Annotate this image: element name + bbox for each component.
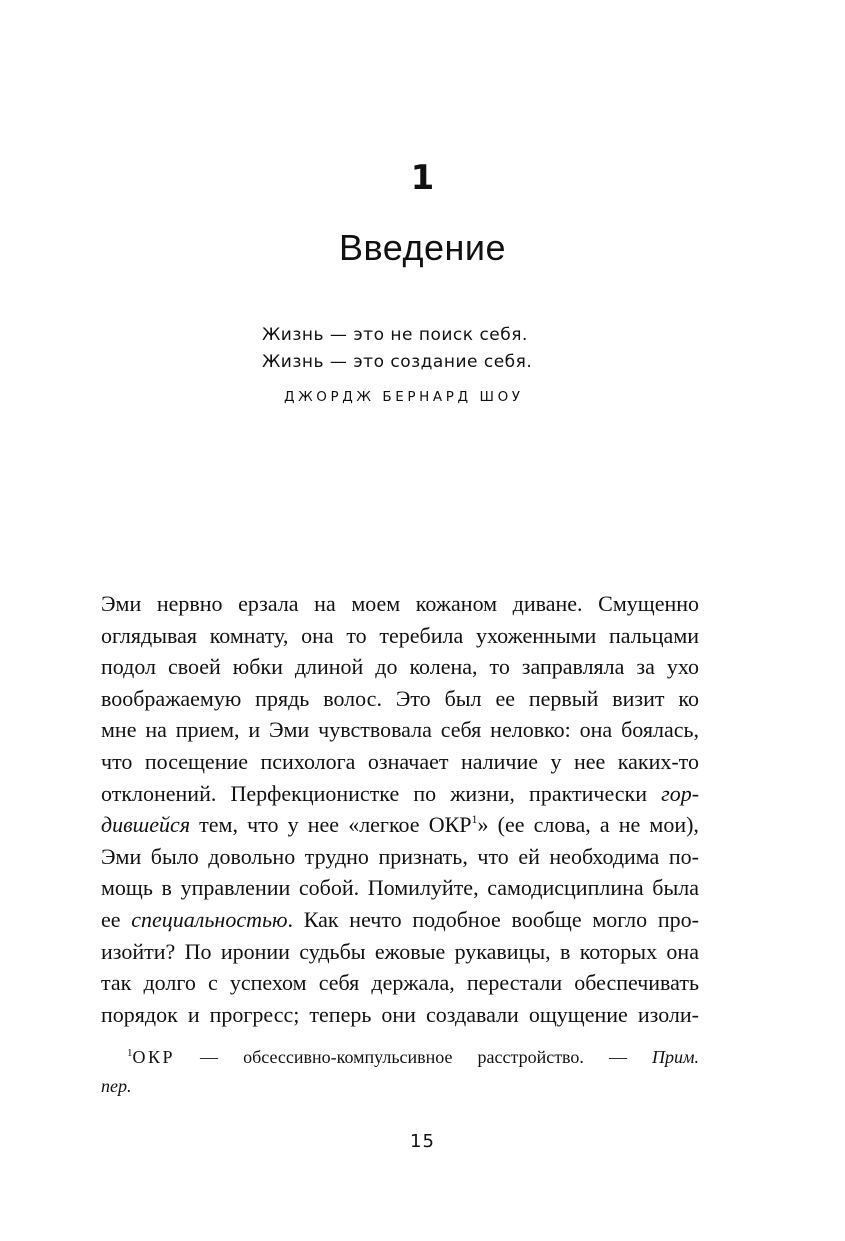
chapter-title: Введение [338, 227, 506, 268]
italic-word: дившейся [101, 812, 191, 838]
footnote [101, 1043, 699, 1101]
epigraph-line: Жизнь — это создание себя. [262, 352, 533, 372]
body-text-segment: тем, что у нее «легкое ОКР [190, 812, 472, 838]
body-line: что посещение психолога означает наличие у нее каких-то [101, 748, 700, 774]
footnote-abbreviation: ОКР [132, 1047, 176, 1067]
body-line: воображаемую прядь волос. Это был ее первый визит ко [101, 685, 699, 711]
body-line: мощь в управлении собой. Помилуйте, самодисциплина была [101, 875, 699, 901]
body-line: порядок и прогресс; теперь они создавали ощущение изоли- [101, 1001, 699, 1027]
body-line: так долго с успехом себя держала, перестали обеспечивать [101, 970, 699, 996]
footnote-text: — обсессивно-компульсивное расстройство. — [175, 1047, 627, 1067]
footnote-note-continuation: пер. [101, 1076, 132, 1096]
epigraph [262, 322, 532, 411]
body-text-segment: ее [101, 906, 132, 932]
footnote-mark: 1 [127, 1047, 133, 1059]
footnote-reference[interactable]: 1 [471, 812, 478, 827]
body-line: оглядывая комнату, она то теребила ухоженными пальцами [101, 622, 700, 648]
body-text [101, 588, 699, 1030]
body-line [101, 809, 699, 841]
body-text-segment: » (ее слова, а не мои), [477, 812, 699, 838]
page-number: 15 [410, 1131, 435, 1152]
footnote-note: Прим. [652, 1047, 699, 1067]
italic-word: специальностью [131, 906, 288, 932]
epigraph-author: ДЖОРДЖ БЕРНАРД ШОУ [284, 389, 524, 405]
footnote-line [101, 1043, 699, 1072]
body-line: подол своей юбки длиной до колена, то заправляла за ухо [101, 654, 699, 680]
body-text-segment: отклонений. Перфекционистке по жизни, практически [101, 780, 647, 806]
chapter-number: 1 [410, 158, 435, 198]
body-line [101, 904, 699, 936]
epigraph-line: Жизнь — это не поиск себя. [262, 325, 528, 345]
body-line: мне на прием, и Эми чувствовала себя неловко: она боялась, [101, 717, 700, 743]
body-line [101, 778, 699, 810]
body-line: изойти? По иронии судьбы ежовые рукавицы, в которых она [101, 938, 699, 964]
body-line: Эми нервно ерзала на моем кожаном диване. Смущенно [101, 591, 700, 616]
body-line: Эми было довольно трудно признать, что ей необходима по- [101, 843, 699, 869]
body-text-segment: . Как нечто подобное вообще могло про- [287, 906, 699, 932]
italic-word: гор- [661, 780, 700, 806]
